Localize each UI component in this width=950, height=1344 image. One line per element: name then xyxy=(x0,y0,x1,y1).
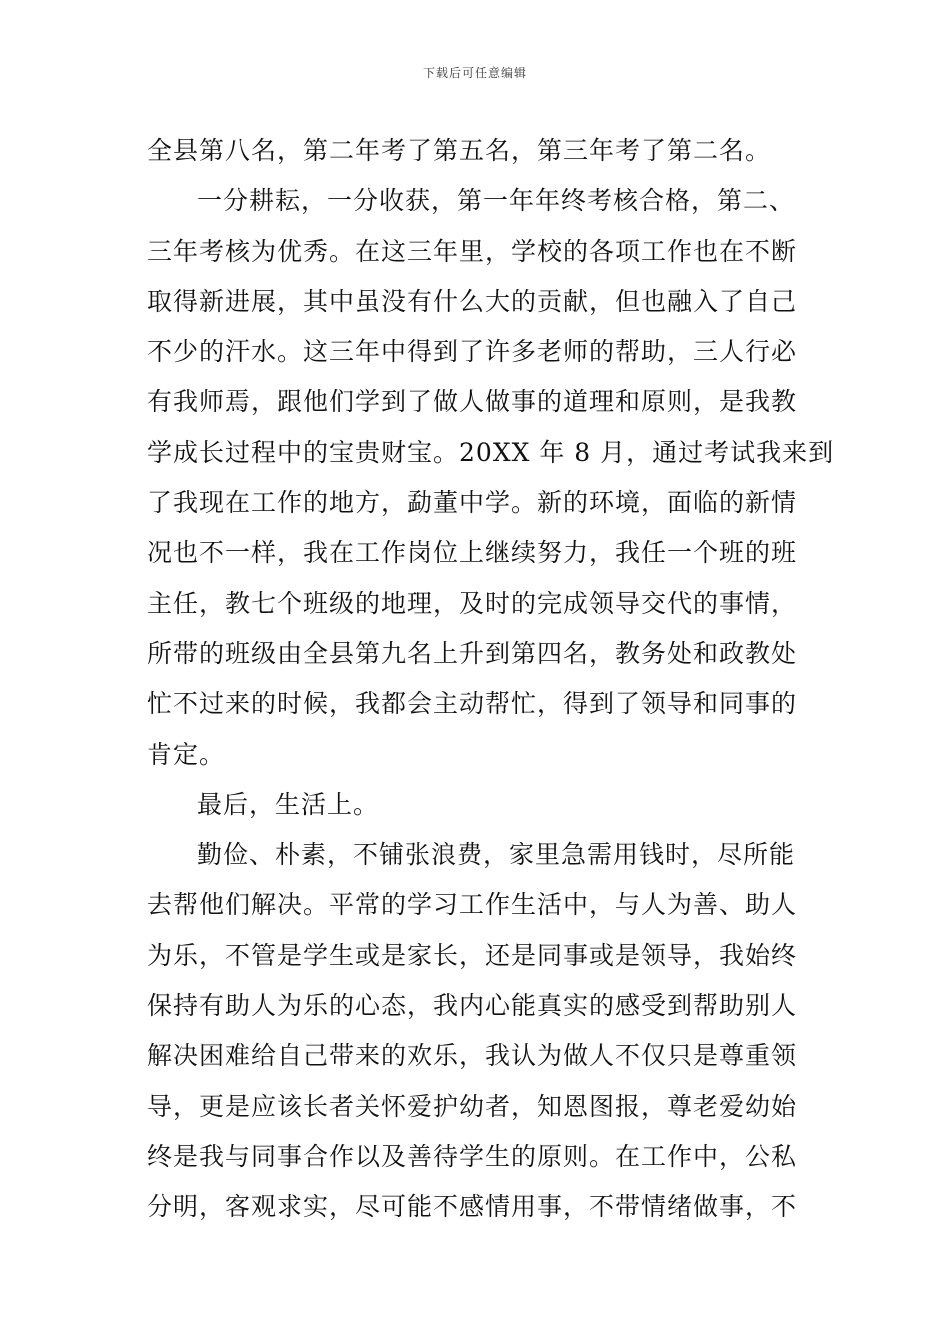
text-line: 终是我与同事合作以及善待学生的原则。在工作中，公私 xyxy=(147,1141,798,1171)
text-line: 保持有助人为乐的心态，我内心能真实的感受到帮助别人 xyxy=(147,991,798,1021)
text-line: 学成长过程中的宝贵财宝。20XX 年 8 月，通过考试我来到 xyxy=(147,437,835,467)
text-line: 解决困难给自己带来的欢乐，我认为做人不仅只是尊重领 xyxy=(147,1041,798,1071)
text-line: 为乐，不管是学生或是家长，还是同事或是领导，我始终 xyxy=(147,940,798,970)
text-line: 所带的班级由全县第九名上升到第四名，教务处和政教处 xyxy=(147,638,798,668)
text-line: 有我师焉，跟他们学到了做人做事的道理和原则，是我教 xyxy=(147,387,798,417)
document-body xyxy=(147,126,835,1233)
text-line: 去帮他们解决。平常的学习工作生活中，与人为善、助人 xyxy=(147,890,798,920)
text-line: 一分耕耘，一分收获，第一年年终考核合格，第二、 xyxy=(197,186,796,216)
text-line: 分明，客观求实，尽可能不感情用事，不带情绪做事，不 xyxy=(147,1192,798,1222)
text-line: 况也不一样，我在工作岗位上继续努力，我任一个班的班 xyxy=(147,538,798,568)
text-line: 了我现在工作的地方，勐董中学。新的环境，面临的新情 xyxy=(147,488,798,518)
text-line: 肯定。 xyxy=(147,739,226,769)
text-line: 三年考核为优秀。在这三年里，学校的各项工作也在不断 xyxy=(147,236,798,266)
text-line: 主任，教七个班级的地理，及时的完成领导交代的事情， xyxy=(147,588,798,618)
text-line: 勤俭、朴素，不铺张浪费，家里急需用钱时，尽所能 xyxy=(197,840,796,870)
page-header: 下载后可任意编辑 xyxy=(422,66,527,80)
text-line: 导，更是应该长者关怀爱护幼者，知恩图报，尊老爱幼始 xyxy=(147,1091,798,1121)
text-line: 全县第八名，第二年考了第五名，第三年考了第二名。 xyxy=(147,136,772,165)
text-line: 取得新进展，其中虽没有什么大的贡献，但也融入了自己 xyxy=(147,286,798,316)
text-line: 不少的汗水。这三年中得到了许多老师的帮助，三人行必 xyxy=(147,337,798,367)
text-line: 最后，生活上。 xyxy=(197,789,380,819)
text-line: 忙不过来的时候，我都会主动帮忙，得到了领导和同事的 xyxy=(147,689,798,719)
